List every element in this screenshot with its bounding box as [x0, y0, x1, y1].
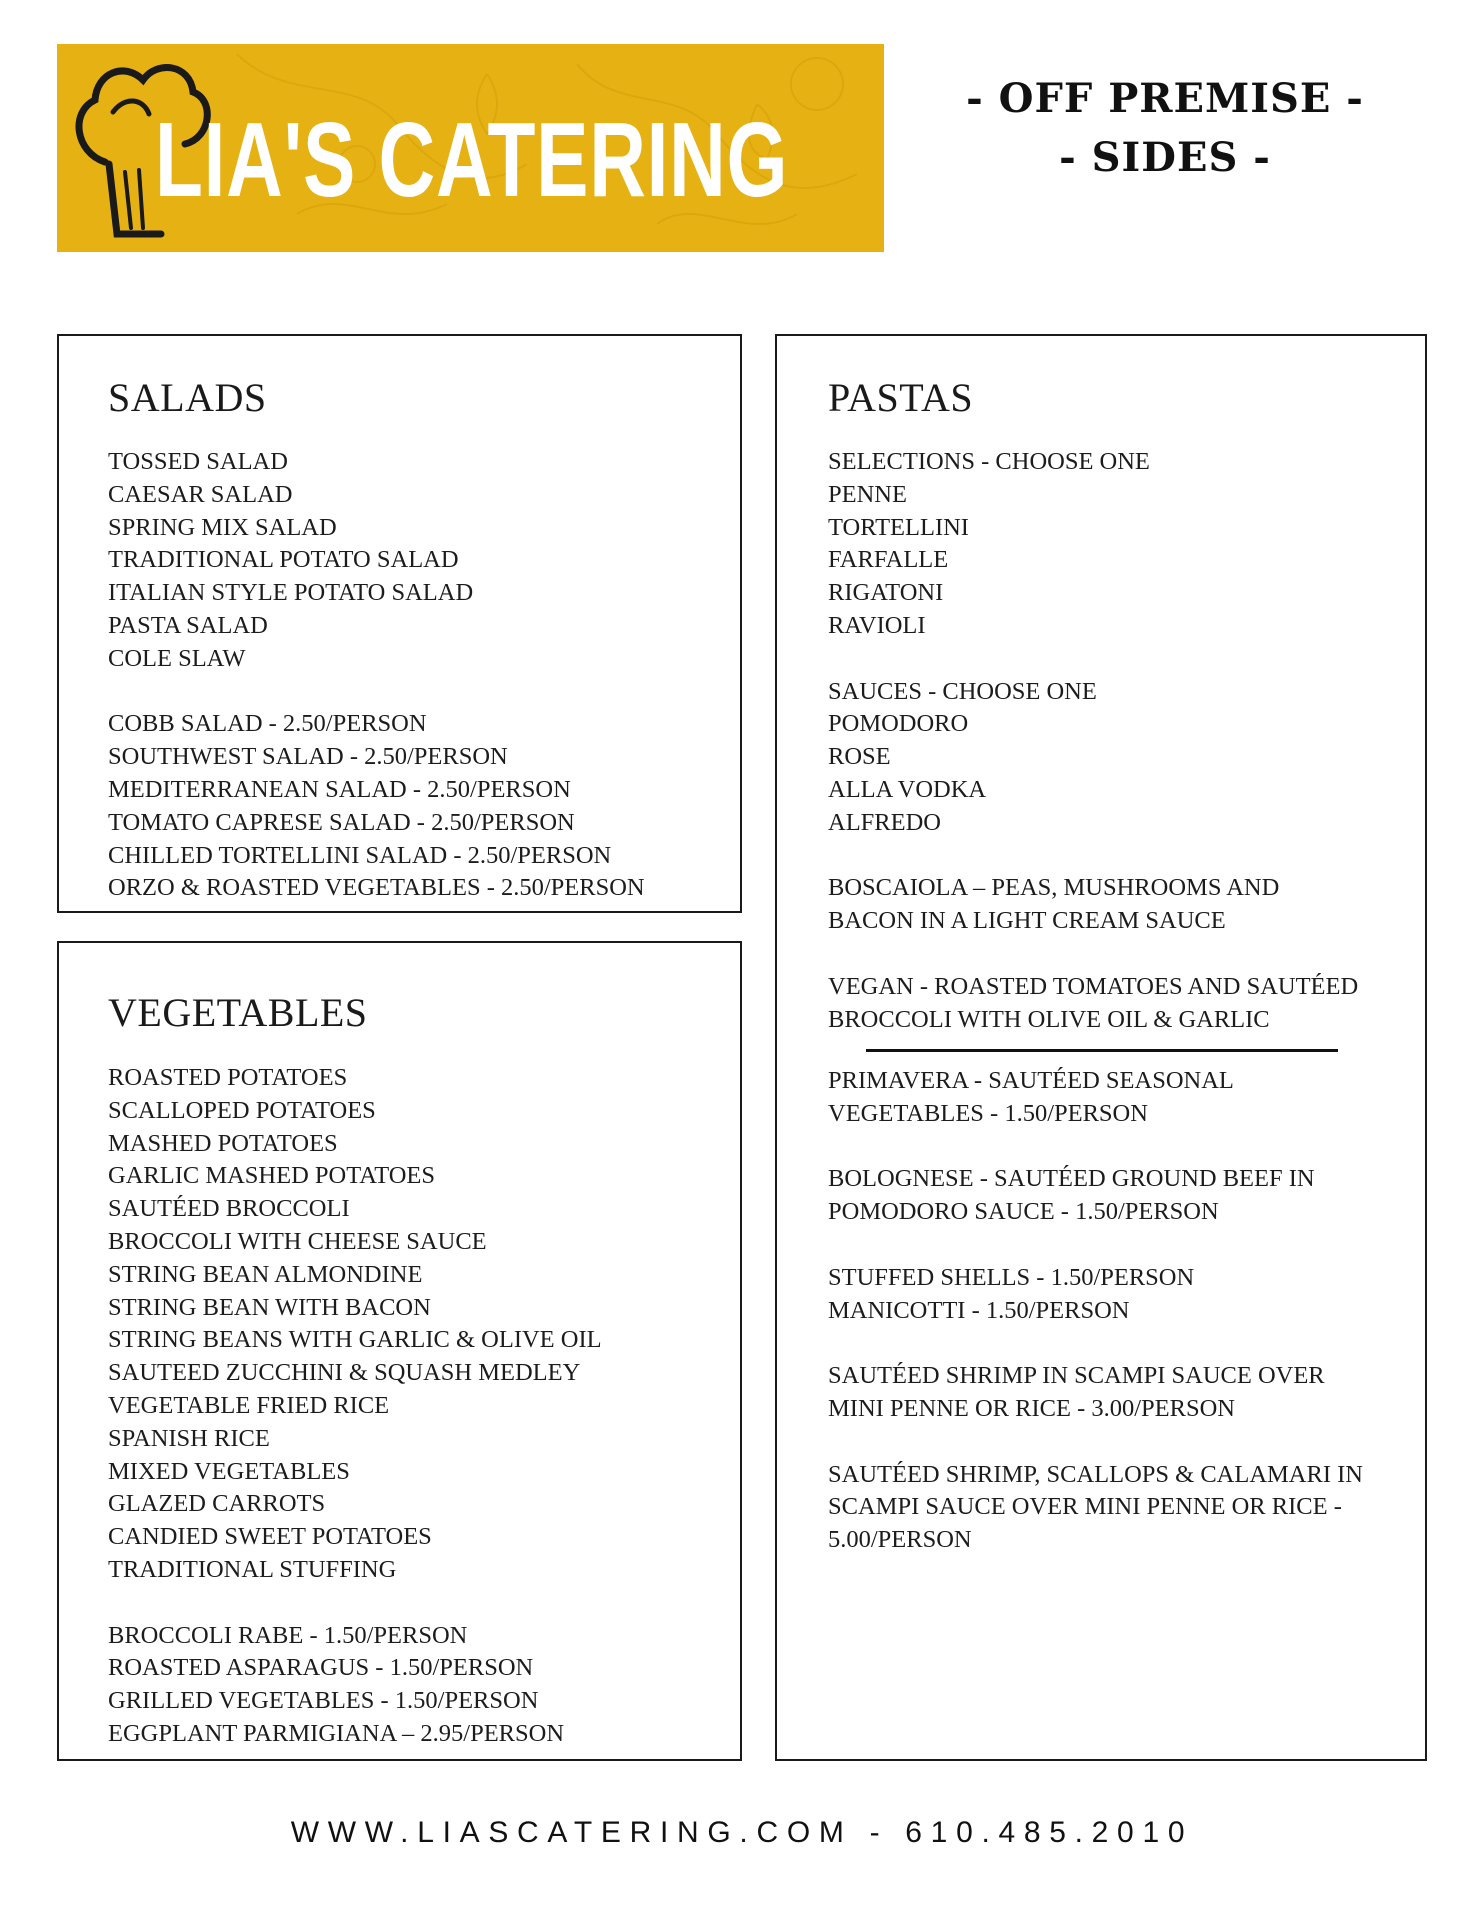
menu-item: SAUTEED ZUCCHINI & SQUASH MEDLEY: [108, 1359, 581, 1387]
menu-item: GRILLED VEGETABLES - 1.50/PERSON: [108, 1687, 539, 1715]
salads-list: [108, 446, 645, 905]
menu-item: CAESAR SALAD: [108, 480, 293, 508]
menu-item: FARFALLE: [828, 546, 949, 574]
menu-item: ITALIAN STYLE POTATO SALAD: [108, 579, 474, 607]
menu-item: STRING BEAN ALMONDINE: [108, 1260, 423, 1288]
menu-item: GLAZED CARROTS: [108, 1490, 326, 1518]
list-spacer: [828, 840, 1358, 873]
menu-item: SAUTÉED SHRIMP, SCALLOPS & CALAMARI IN: [828, 1460, 1363, 1488]
menu-item: STRING BEAN WITH BACON: [108, 1293, 431, 1321]
menu-item: VEGAN - ROASTED TOMATOES AND SAUTÉED: [828, 972, 1359, 1000]
menu-item: MEDITERRANEAN SALAD - 2.50/PERSON: [108, 775, 571, 803]
list-spacer: [828, 938, 1358, 971]
menu-item: PASTA SALAD: [108, 611, 268, 639]
menu-item: STUFFED SHELLS - 1.50/PERSON: [828, 1263, 1195, 1291]
salads-title: SALADS: [108, 375, 267, 420]
menu-item: ORZO & ROASTED VEGETABLES - 2.50/PERSON: [108, 874, 645, 902]
menu-item: BROCCOLI RABE - 1.50/PERSON: [108, 1621, 468, 1649]
list-spacer: [108, 676, 645, 709]
logo-text: LIA'S CATERING: [155, 101, 789, 219]
menu-item: 5.00/PERSON: [828, 1526, 972, 1554]
menu-item: TORTELLINI: [828, 513, 969, 541]
menu-item: MANICOTTI - 1.50/PERSON: [828, 1296, 1130, 1324]
menu-item: RAVIOLI: [828, 611, 926, 639]
menu-item: CANDIED SWEET POTATOES: [108, 1523, 432, 1551]
menu-item: SAUTÉED BROCCOLI: [108, 1195, 350, 1223]
vegetables-list: [108, 1062, 602, 1751]
menu-item: ALFREDO: [828, 808, 941, 836]
heading-sides: - SIDES -: [1059, 134, 1271, 181]
menu-item: ALLA VODKA: [828, 775, 987, 803]
menu-item: POMODORO SAUCE - 1.50/PERSON: [828, 1198, 1219, 1226]
menu-item: POMODORO: [828, 710, 969, 738]
menu-item: BROCCOLI WITH CHEESE SAUCE: [108, 1227, 487, 1255]
menu-item: ROASTED POTATOES: [108, 1064, 348, 1091]
heading-off-premise: - OFF PREMISE -: [966, 75, 1364, 122]
menu-item: BOSCAIOLA – PEAS, MUSHROOMS AND: [828, 874, 1280, 902]
list-spacer: [108, 1587, 602, 1620]
pastas-list-top: [828, 446, 1358, 1036]
list-spacer: [828, 1229, 1363, 1262]
menu-item: SPRING MIX SALAD: [108, 513, 337, 541]
menu-item: TRADITIONAL POTATO SALAD: [108, 546, 459, 574]
pastas-list-bottom: [828, 1065, 1363, 1557]
menu-item: SELECTIONS - CHOOSE ONE: [828, 448, 1150, 475]
menu-item: VEGETABLES - 1.50/PERSON: [828, 1099, 1148, 1127]
menu-item: SCAMPI SAUCE OVER MINI PENNE OR RICE -: [828, 1493, 1342, 1521]
menu-item: TOMATO CAPRESE SALAD - 2.50/PERSON: [108, 808, 575, 836]
menu-item: EGGPLANT PARMIGIANA – 2.95/PERSON: [108, 1719, 565, 1747]
menu-item: SCALLOPED POTATOES: [108, 1096, 376, 1124]
list-spacer: [828, 643, 1358, 676]
list-spacer: [828, 1327, 1363, 1360]
menu-item: ROASTED ASPARAGUS - 1.50/PERSON: [108, 1654, 534, 1682]
menu-item: BACON IN A LIGHT CREAM SAUCE: [828, 907, 1226, 935]
pastas-divider: [866, 1049, 1338, 1052]
menu-item: MIXED VEGETABLES: [108, 1457, 350, 1485]
menu-item: TRADITIONAL STUFFING: [108, 1555, 397, 1583]
menu-item: VEGETABLE FRIED RICE: [108, 1391, 390, 1419]
menu-item: PENNE: [828, 480, 907, 508]
menu-item: SPANISH RICE: [108, 1424, 270, 1452]
menu-item: BOLOGNESE - SAUTÉED GROUND BEEF IN: [828, 1165, 1315, 1193]
vegetables-title: VEGETABLES: [108, 990, 368, 1035]
menu-item: COBB SALAD - 2.50/PERSON: [108, 710, 427, 738]
menu-item: MASHED POTATOES: [108, 1129, 338, 1157]
list-spacer: [828, 1131, 1363, 1164]
menu-item: BROCCOLI WITH OLIVE OIL & GARLIC: [828, 1005, 1270, 1033]
list-spacer: [828, 1426, 1363, 1459]
menu-item: GARLIC MASHED POTATOES: [108, 1162, 436, 1190]
menu-item: SAUCES - CHOOSE ONE: [828, 677, 1097, 705]
menu-item: SOUTHWEST SALAD - 2.50/PERSON: [108, 743, 508, 771]
menu-item: MINI PENNE OR RICE - 3.00/PERSON: [828, 1394, 1235, 1422]
logo-banner: [57, 44, 884, 252]
menu-item: RIGATONI: [828, 579, 944, 607]
menu-item: ROSE: [828, 743, 891, 771]
menu-item: TOSSED SALAD: [108, 448, 288, 475]
menu-item: PRIMAVERA - SAUTÉED SEASONAL: [828, 1067, 1234, 1094]
pastas-title: PASTAS: [828, 375, 974, 420]
menu-item: COLE SLAW: [108, 644, 246, 672]
menu-item: CHILLED TORTELLINI SALAD - 2.50/PERSON: [108, 841, 612, 869]
menu-item: STRING BEANS WITH GARLIC & OLIVE OIL: [108, 1326, 602, 1354]
menu-item: SAUTÉED SHRIMP IN SCAMPI SAUCE OVER: [828, 1362, 1325, 1390]
footer-contact: WWW.LIASCATERING.COM - 610.485.2010: [290, 1816, 1194, 1849]
